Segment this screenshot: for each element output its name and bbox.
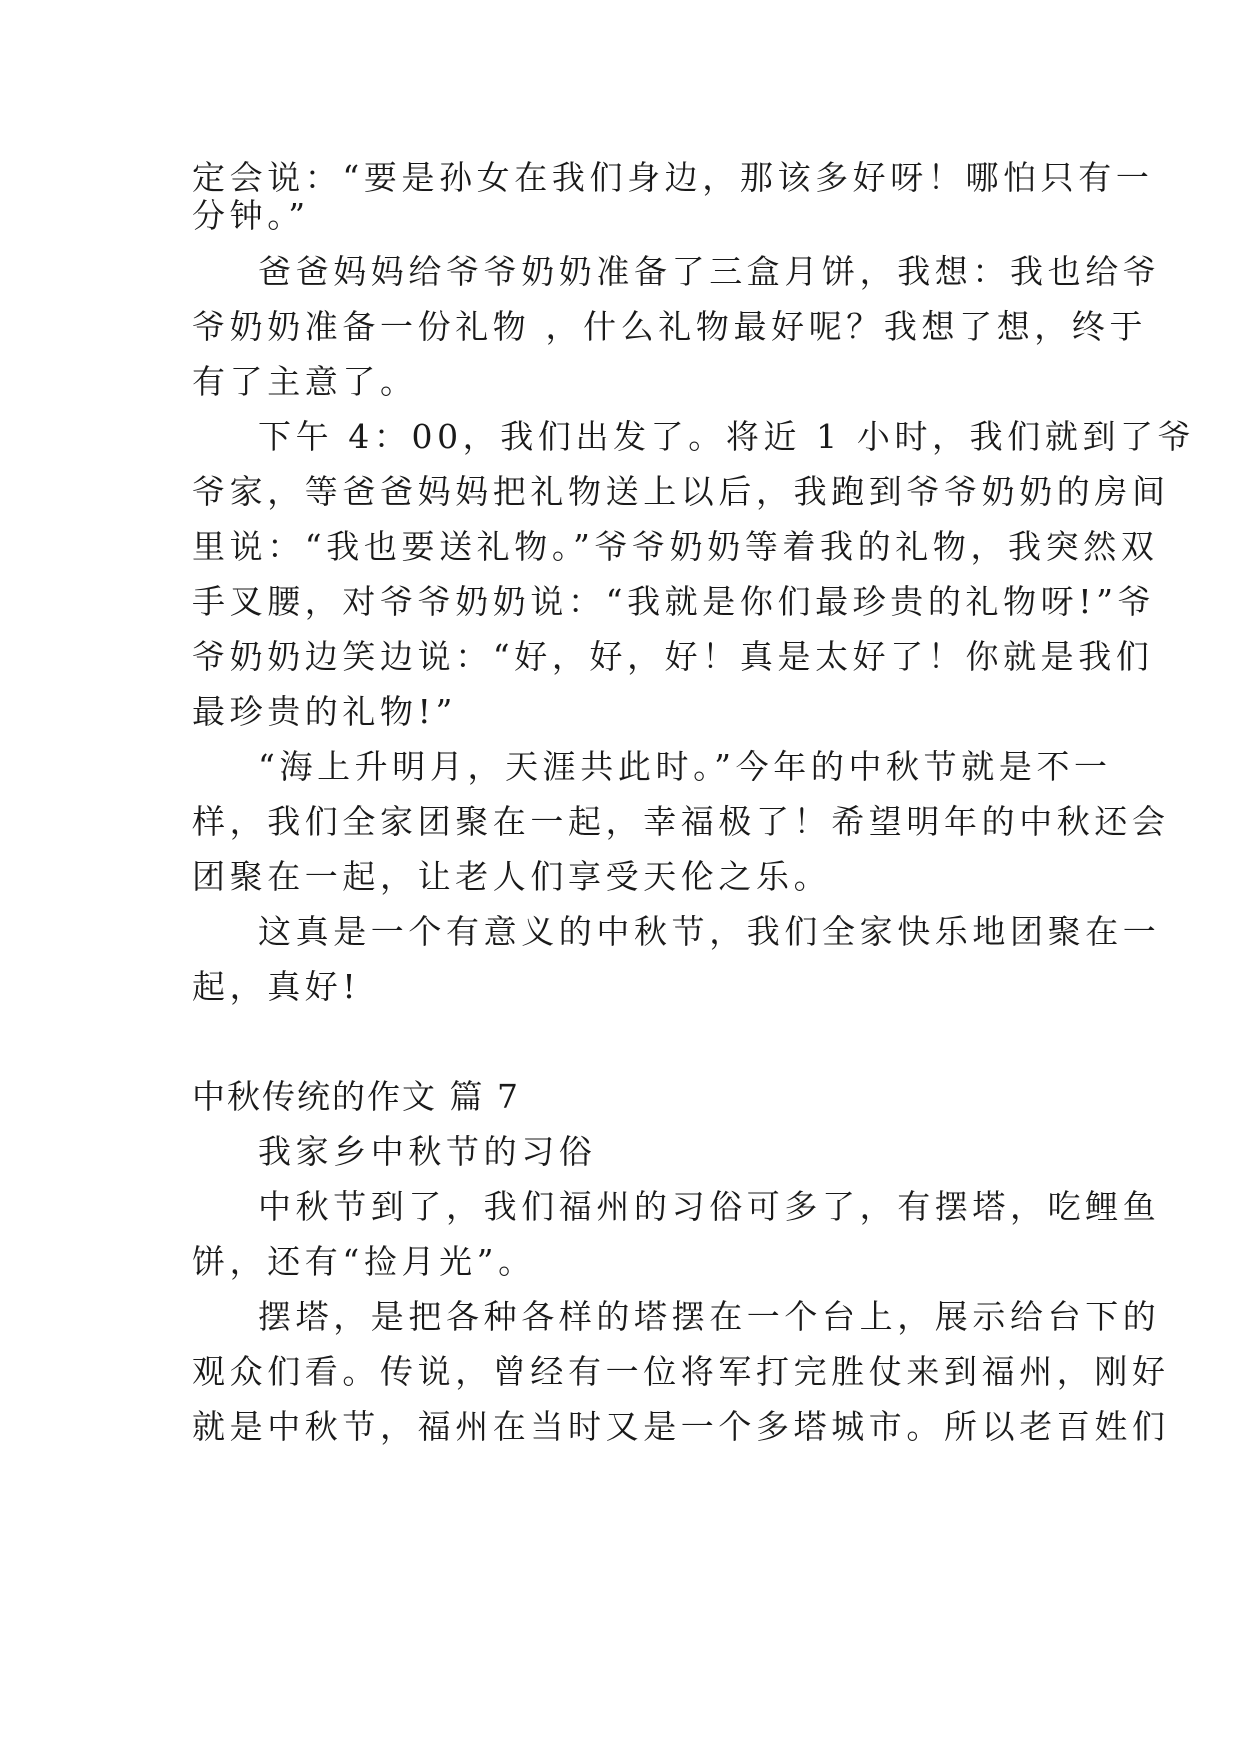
text-line: 爷家，等爸爸妈妈把礼物送上以后，我跑到爷爷奶奶的房间 [192,472,1170,511]
text-line: 有了主意了。 [192,362,418,401]
text-line: 样，我们全家团聚在一起，幸福极了！希望明年的中秋还会 [192,802,1170,841]
text-line: 观众们看。传说，曾经有一位将军打完胜仗来到福州，刚好 [192,1352,1170,1391]
text-line: 这真是一个有意义的中秋节，我们全家快乐地团聚在一 [258,912,1161,951]
text-line: 中秋节到了，我们福州的习俗可多了，有摆塔，吃鲤鱼 [258,1187,1161,1226]
text-line: 起，真好! [192,967,361,1006]
text-line: 最珍贵的礼物!” [192,692,457,731]
text-line: 爸爸妈妈给爷爷奶奶准备了三盒月饼，我想：我也给爷 [258,252,1161,291]
text-line: 饼，还有“捡月光”。 [192,1242,536,1281]
text-line: 爷奶奶准备一份礼物 ，什么礼物最好呢？我想了想，终于 [192,307,1148,346]
text-line: 下午 4：00，我们出发了。将近 1 小时，我们就到了爷 [258,417,1196,456]
text-line: 团聚在一起，让老人们享受天伦之乐。 [192,857,832,896]
text-line: 手叉腰，对爷爷奶奶说：“我就是你们最珍贵的礼物呀!”爷 [192,582,1156,621]
text-line: 就是中秋节，福州在当时又是一个多塔城市。所以老百姓们 [192,1407,1170,1446]
essay-title: 我家乡中秋节的习俗 [258,1132,597,1171]
text-line: 定会说：“要是孙女在我们身边，那该多好呀！哪怕只有一 [192,158,1154,197]
text-line: “海上升明月，天涯共此时。”今年的中秋节就是不一 [258,747,1112,786]
section-heading: 中秋传统的作文 篇 7 [192,1077,520,1116]
text-line: 爷奶奶边笑边说：“好，好，好！真是太好了！你就是我们 [192,637,1154,676]
text-line: 分钟。” [192,196,310,235]
text-line: 摆塔，是把各种各样的塔摆在一个台上，展示给台下的 [258,1297,1161,1336]
text-line: 里说：“我也要送礼物。”爷爷奶奶等着我的礼物，我突然双 [192,527,1159,566]
